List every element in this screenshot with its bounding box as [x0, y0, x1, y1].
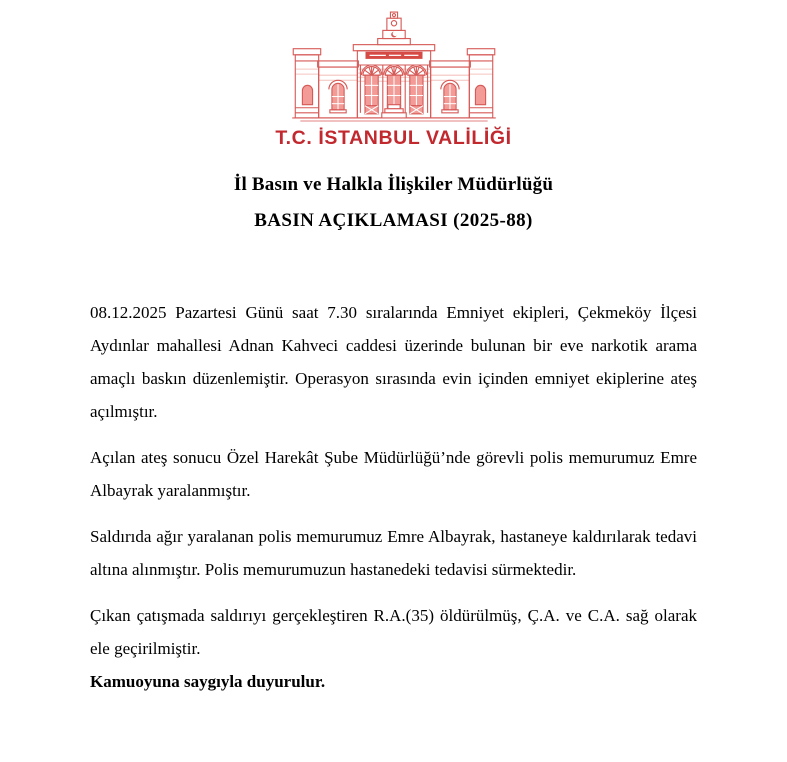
paragraph-4: Çıkan çatışmada saldırıyı gerçekleştiren R.A.(35) öldürülmüş, Ç.A. ve C.A. sağ olarak ele geçirilmiştir. [90, 606, 697, 658]
paragraph-1: 08.12.2025 Pazartesi Günü saat 7.30 sıralarında Emniyet ekipleri, Çekmeköy İlçesi Aydınlar mahallesi Adnan Kahveci caddesi üzerinde bulunan bir eve narkotik arama amaçlı baskın düzenlemiştir. Operasyon sırasında evin içinden emniyet ekiplerine ateş açılmıştır. [90, 303, 697, 421]
istanbul-governorship-logo [0, 8, 787, 122]
paragraph-3: Saldırıda ağır yaralanan polis memurumuz Emre Albayrak, hastaneye kaldırılarak tedavi altına alınmıştır. Polis memurumuzun hastanedeki tedavisi sürmektedir. [90, 527, 697, 579]
org-name: T.C. İSTANBUL VALİLİĞİ [275, 127, 512, 149]
governorship-building-icon [292, 8, 496, 122]
paragraph-2: Açılan ateş sonucu Özel Harekât Şube Müdürlüğü’nde görevli polis memurumuz Emre Albayrak yaralanmıştır. [90, 448, 697, 500]
press-release-body [90, 296, 697, 698]
document-header [0, 0, 787, 232]
press-release-title: BASIN AÇIKLAMASI (2025-88) [254, 210, 533, 231]
closing-line: Kamuoyuna saygıyla duyurulur. [90, 672, 326, 691]
department-title: İl Basın ve Halkla İlişkiler Müdürlüğü [233, 174, 554, 195]
